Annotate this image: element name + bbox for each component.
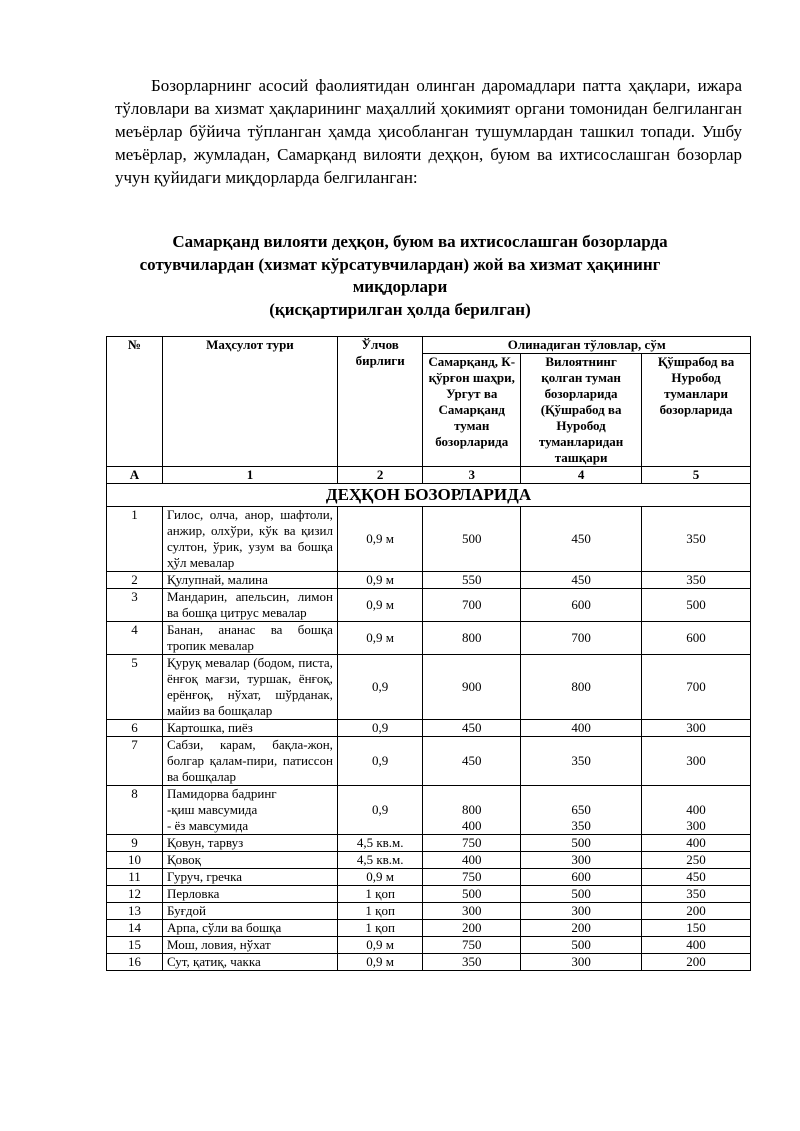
value-cell: 500 xyxy=(642,589,751,622)
row-number: 15 xyxy=(107,937,163,954)
row-number: 9 xyxy=(107,835,163,852)
product-name-line: - ёз мавсумида xyxy=(166,818,249,833)
unit-cell: 0,9 м xyxy=(337,869,422,886)
table-row xyxy=(107,655,751,720)
product-name: Сабзи, карам, бақла-жон, болгар қалам-пири, патиссон ва бошқалар xyxy=(162,737,337,786)
product-name-line: Памидорва бадринг xyxy=(166,786,277,801)
value-cell: 400 xyxy=(423,852,521,869)
product-name: Қовун, тарвуз xyxy=(162,835,337,852)
fees-table xyxy=(106,336,751,971)
value-cell: 400 xyxy=(642,937,751,954)
table-row xyxy=(107,572,751,589)
value-cell: 300 xyxy=(521,954,642,971)
row-number: 5 xyxy=(107,655,163,720)
value-cell: 300 xyxy=(642,737,751,786)
value-cell: 600 xyxy=(521,589,642,622)
product-name: Арпа, сўли ва бошқа xyxy=(162,920,337,937)
value-cell: 200 xyxy=(521,920,642,937)
value-cell: 200 xyxy=(423,920,521,937)
index-cell: А xyxy=(107,467,163,484)
index-cell: 5 xyxy=(642,467,751,484)
table-row xyxy=(107,786,751,835)
header-product: Маҳсулот тури xyxy=(162,337,337,467)
product-name: Сут, қатиқ, чакка xyxy=(162,954,337,971)
value-cell: 350 xyxy=(642,507,751,572)
table-row xyxy=(107,835,751,852)
value-cell: 350 xyxy=(521,737,642,786)
unit-cell: 0,9 м xyxy=(337,572,422,589)
product-name-line: -қиш мавсумида xyxy=(166,802,258,817)
section-title: ДЕҲҚОН БОЗОРЛАРИДА xyxy=(107,484,751,507)
table-row xyxy=(107,589,751,622)
unit-cell: 0,9 xyxy=(337,786,422,835)
table-row xyxy=(107,886,751,903)
index-cell: 3 xyxy=(423,467,521,484)
index-cell: 1 xyxy=(162,467,337,484)
title-line-4: (қисқартирилган ҳолда берилган) xyxy=(269,299,531,319)
value-cell: 450 xyxy=(642,869,751,886)
unit-cell: 4,5 кв.м. xyxy=(337,835,422,852)
title-line-2: сотувчилардан (хизмат кўрсатувчилардан) жой ва хизмат ҳақининг xyxy=(139,254,661,274)
value-cell: 600 xyxy=(521,869,642,886)
value-line: 350 xyxy=(571,818,591,833)
table-row xyxy=(107,937,751,954)
value-cell: 300 xyxy=(642,720,751,737)
index-row xyxy=(107,467,751,484)
table-row xyxy=(107,507,751,572)
value-cell: 700 xyxy=(423,589,521,622)
value-line: 650 xyxy=(571,802,591,817)
row-number: 3 xyxy=(107,589,163,622)
header-col4: Вилоятнинг қолган туман бозорларида (Қўшрабод ва Нуробод туманларидан ташқари xyxy=(521,354,642,467)
value-cell: 500 xyxy=(521,835,642,852)
unit-cell: 0,9 м xyxy=(337,589,422,622)
value-cell: 450 xyxy=(521,507,642,572)
value-cell: 600 xyxy=(642,622,751,655)
value-cell: 800 xyxy=(423,622,521,655)
header-unit: Ўлчов бирлиги xyxy=(337,337,422,467)
value-cell xyxy=(521,786,642,835)
row-number: 1 xyxy=(107,507,163,572)
unit-cell: 1 қоп xyxy=(337,903,422,920)
product-name: Перловка xyxy=(162,886,337,903)
unit-cell: 0,9 xyxy=(337,655,422,720)
intro-text: Бозорларнинг асосий фаолиятидан олинган даромадлари патта ҳақлари, ижара тўловлари ва хизмат ҳақларининг маҳаллий ҳокимият органи томонидан белгиланган меъёрлар бўйича тўпланган ҳамда ҳисобланган тушумлардан ташкил топади. Ушбу меъёрлар, жумладан, Самарқанд вилояти деҳқон, буюм ва ихтисослашган бозорлар учун қуйидаги миқдорларда белгиланган: xyxy=(115,76,742,187)
product-name: Картошка, пиёз xyxy=(162,720,337,737)
product-name: Гуруч, гречка xyxy=(162,869,337,886)
table-row xyxy=(107,737,751,786)
header-payments: Олинадиган тўловлар, сўм xyxy=(423,337,751,354)
row-number: 16 xyxy=(107,954,163,971)
header-col5: Қўшрабод ва Нуробод туманлари бозорларида xyxy=(642,354,751,467)
value-cell: 750 xyxy=(423,869,521,886)
value-cell: 700 xyxy=(642,655,751,720)
value-line: 400 xyxy=(461,818,482,833)
value-cell: 450 xyxy=(521,572,642,589)
unit-cell: 4,5 кв.м. xyxy=(337,852,422,869)
header-num: № xyxy=(107,337,163,467)
value-line: 400 xyxy=(686,802,706,817)
value-cell: 700 xyxy=(521,622,642,655)
table-row xyxy=(107,920,751,937)
row-number: 7 xyxy=(107,737,163,786)
row-number: 2 xyxy=(107,572,163,589)
product-name: Қовоқ xyxy=(162,852,337,869)
value-cell: 900 xyxy=(423,655,521,720)
product-name: Мандарин, апельсин, лимон ва бошқа цитрус мевалар xyxy=(162,589,337,622)
value-cell: 350 xyxy=(423,954,521,971)
row-number: 12 xyxy=(107,886,163,903)
unit-cell: 1 қоп xyxy=(337,886,422,903)
value-cell: 750 xyxy=(423,835,521,852)
value-cell: 450 xyxy=(423,737,521,786)
value-cell: 200 xyxy=(642,903,751,920)
row-number: 14 xyxy=(107,920,163,937)
unit-cell: 0,9 м xyxy=(337,507,422,572)
value-cell: 350 xyxy=(642,886,751,903)
table-title xyxy=(130,231,670,321)
value-cell: 550 xyxy=(423,572,521,589)
unit-cell: 0,9 xyxy=(337,737,422,786)
title-line-3: миқдорлари xyxy=(352,277,448,296)
table-row xyxy=(107,720,751,737)
product-name xyxy=(162,786,337,835)
product-name: Банан, ананас ва бошқа тропик мевалар xyxy=(162,622,337,655)
product-name: Буғдой xyxy=(162,903,337,920)
row-number: 4 xyxy=(107,622,163,655)
index-cell: 4 xyxy=(521,467,642,484)
value-cell: 500 xyxy=(423,886,521,903)
unit-cell: 0,9 м xyxy=(337,622,422,655)
value-cell: 300 xyxy=(521,903,642,920)
product-name: Қуруқ мевалар (бодом, писта, ёнғоқ мағзи, туршак, ёнғоқ, ерёнғоқ, нўхат, шўрданак, майиз ва бошқалар xyxy=(162,655,337,720)
header-col3: Самарқанд, К-қўрғон шаҳри, Ургут ва Самарқанд туман бозорларида xyxy=(423,354,521,467)
intro-paragraph xyxy=(115,74,742,189)
value-cell: 400 xyxy=(642,835,751,852)
value-cell: 500 xyxy=(521,937,642,954)
product-name: Мош, ловия, нўхат xyxy=(162,937,337,954)
value-cell: 250 xyxy=(642,852,751,869)
value-cell: 300 xyxy=(423,903,521,920)
value-cell: 800 xyxy=(521,655,642,720)
value-cell: 450 xyxy=(423,720,521,737)
row-number: 6 xyxy=(107,720,163,737)
row-number: 10 xyxy=(107,852,163,869)
unit-cell: 1 қоп xyxy=(337,920,422,937)
value-cell: 750 xyxy=(423,937,521,954)
value-cell xyxy=(642,786,751,835)
value-cell: 350 xyxy=(642,572,751,589)
value-cell: 300 xyxy=(521,852,642,869)
value-cell xyxy=(423,786,521,835)
unit-cell: 0,9 xyxy=(337,720,422,737)
unit-cell: 0,9 м xyxy=(337,937,422,954)
value-cell: 400 xyxy=(521,720,642,737)
value-line: 300 xyxy=(686,818,706,833)
table-row xyxy=(107,869,751,886)
table-row xyxy=(107,954,751,971)
row-number: 13 xyxy=(107,903,163,920)
row-number: 11 xyxy=(107,869,163,886)
row-number: 8 xyxy=(107,786,163,835)
table-row xyxy=(107,852,751,869)
table-row xyxy=(107,903,751,920)
unit-cell: 0,9 м xyxy=(337,954,422,971)
product-name: Гилос, олча, анор, шафтоли, анжир, олхўри, кўк ва қизил султон, ўрик, узум ва бошқа ҳўл мевалар xyxy=(162,507,337,572)
section-row xyxy=(107,484,751,507)
value-cell: 200 xyxy=(642,954,751,971)
value-cell: 500 xyxy=(521,886,642,903)
value-line: 800 xyxy=(461,802,482,817)
product-name: Қулупнай, малина xyxy=(162,572,337,589)
table-row xyxy=(107,622,751,655)
value-cell: 150 xyxy=(642,920,751,937)
index-cell: 2 xyxy=(337,467,422,484)
title-line-1: Самарқанд вилояти деҳқон, буюм ва ихтисослашган бозорларда xyxy=(172,232,668,251)
value-cell: 500 xyxy=(423,507,521,572)
